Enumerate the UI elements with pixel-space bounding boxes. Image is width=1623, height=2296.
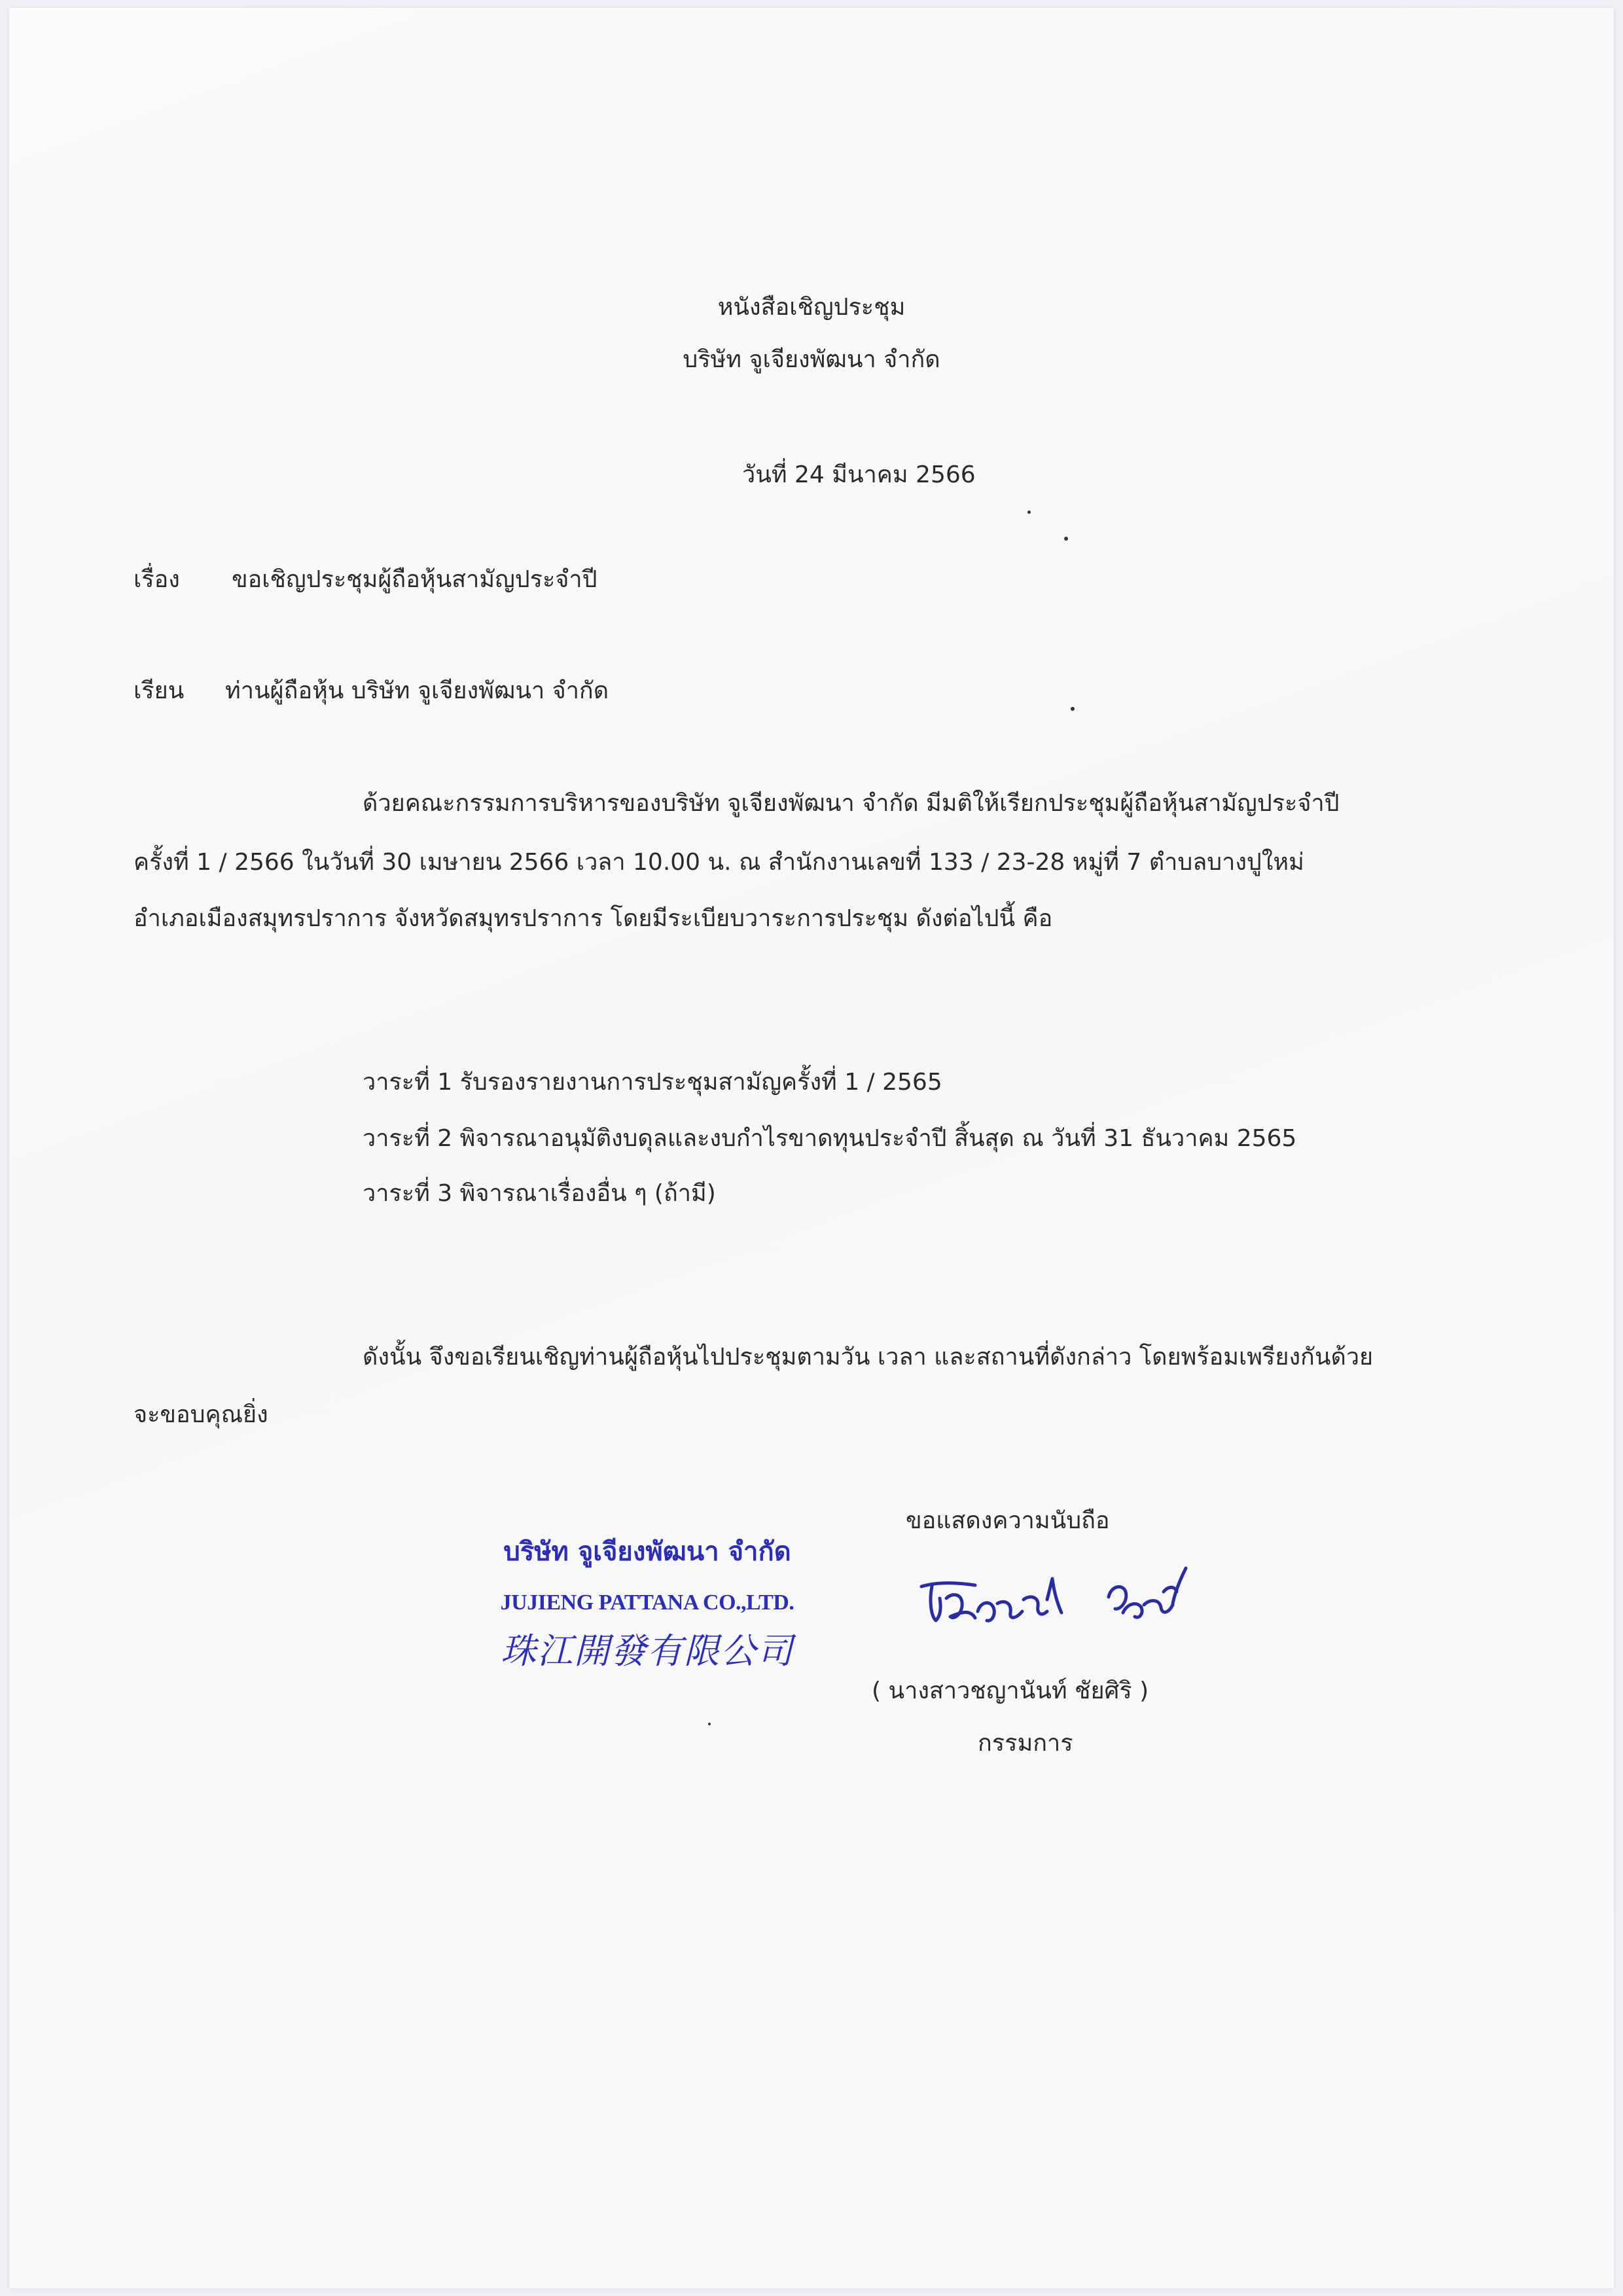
handwritten-signature <box>912 1552 1194 1638</box>
speck-mark <box>1064 537 1068 541</box>
subject-text: ขอเชิญประชุมผู้ถือหุ้นสามัญประจำปี <box>232 566 597 593</box>
document-title: หนังสือเชิญประชุม <box>717 294 906 321</box>
speck-mark <box>708 1723 711 1725</box>
agenda-item-3: วาระที่ 3 พิจารณาเรื่องอื่น ๆ (ถ้ามี) <box>363 1180 716 1207</box>
company-name: บริษัท จูเจียงพัฒนา จำกัด <box>683 346 940 373</box>
stamp-chinese-name: 珠江開發有限公司 <box>501 1630 794 1672</box>
recipient-label: เรียน <box>134 677 185 704</box>
letter-date: วันที่ 24 มีนาคม 2566 <box>742 461 976 488</box>
stamp-thai-name: บริษัท จูเจียงพัฒนา จำกัด <box>503 1536 791 1567</box>
speck-mark <box>1027 511 1031 514</box>
closing-line-1: ดังนั้น จึงขอเรียนเชิญท่านผู้ถือหุ้นไปประชุมตามวัน เวลา และสถานที่ดังกล่าว โดยพร้อมเพรียงกันด้วย <box>363 1344 1374 1371</box>
company-stamp <box>493 1536 801 1693</box>
agenda-item-1: วาระที่ 1 รับรองรายงานการประชุมสามัญครั้งที่ 1 / 2565 <box>363 1069 942 1096</box>
body-line-2: ครั้งที่ 1 / 2566 ในวันที่ 30 เมษายน 2566 เวลา 10.00 น. ณ สำนักงานเลขที่ 133 / 23-28 หมู่ที่ 7 ตำบลบางปูใหม่ <box>134 849 1304 876</box>
letter-page <box>9 8 1614 2288</box>
recipient-text: ท่านผู้ถือหุ้น บริษัท จูเจียงพัฒนา จำกัด <box>225 677 609 704</box>
stamp-english-name: JUJIENG PATTANA CO.,LTD. <box>500 1590 794 1615</box>
subject-label: เรื่อง <box>134 566 180 593</box>
regards-text: ขอแสดงความนับถือ <box>906 1507 1110 1534</box>
closing-line-2: จะขอบคุณยิ่ง <box>134 1401 268 1428</box>
signatory-name: ( นางสาวชญานันท์ ชัยศิริ ) <box>872 1677 1149 1704</box>
speck-mark <box>1071 707 1075 711</box>
body-line-1: ด้วยคณะกรรมการบริหารของบริษัท จูเจียงพัฒนา จำกัด มีมติให้เรียกประชุมผู้ถือหุ้นสามัญประจำปี <box>363 790 1340 817</box>
signatory-position: กรรมการ <box>978 1730 1073 1757</box>
agenda-item-2: วาระที่ 2 พิจารณาอนุมัติงบดุลและงบกำไรขาดทุนประจำปี สิ้นสุด ณ วันที่ 31 ธันวาคม 2565 <box>363 1125 1297 1152</box>
body-line-3: อำเภอเมืองสมุทรปราการ จังหวัดสมุทรปราการ โดยมีระเบียบวาระการประชุม ดังต่อไปนี้ คือ <box>134 905 1053 932</box>
